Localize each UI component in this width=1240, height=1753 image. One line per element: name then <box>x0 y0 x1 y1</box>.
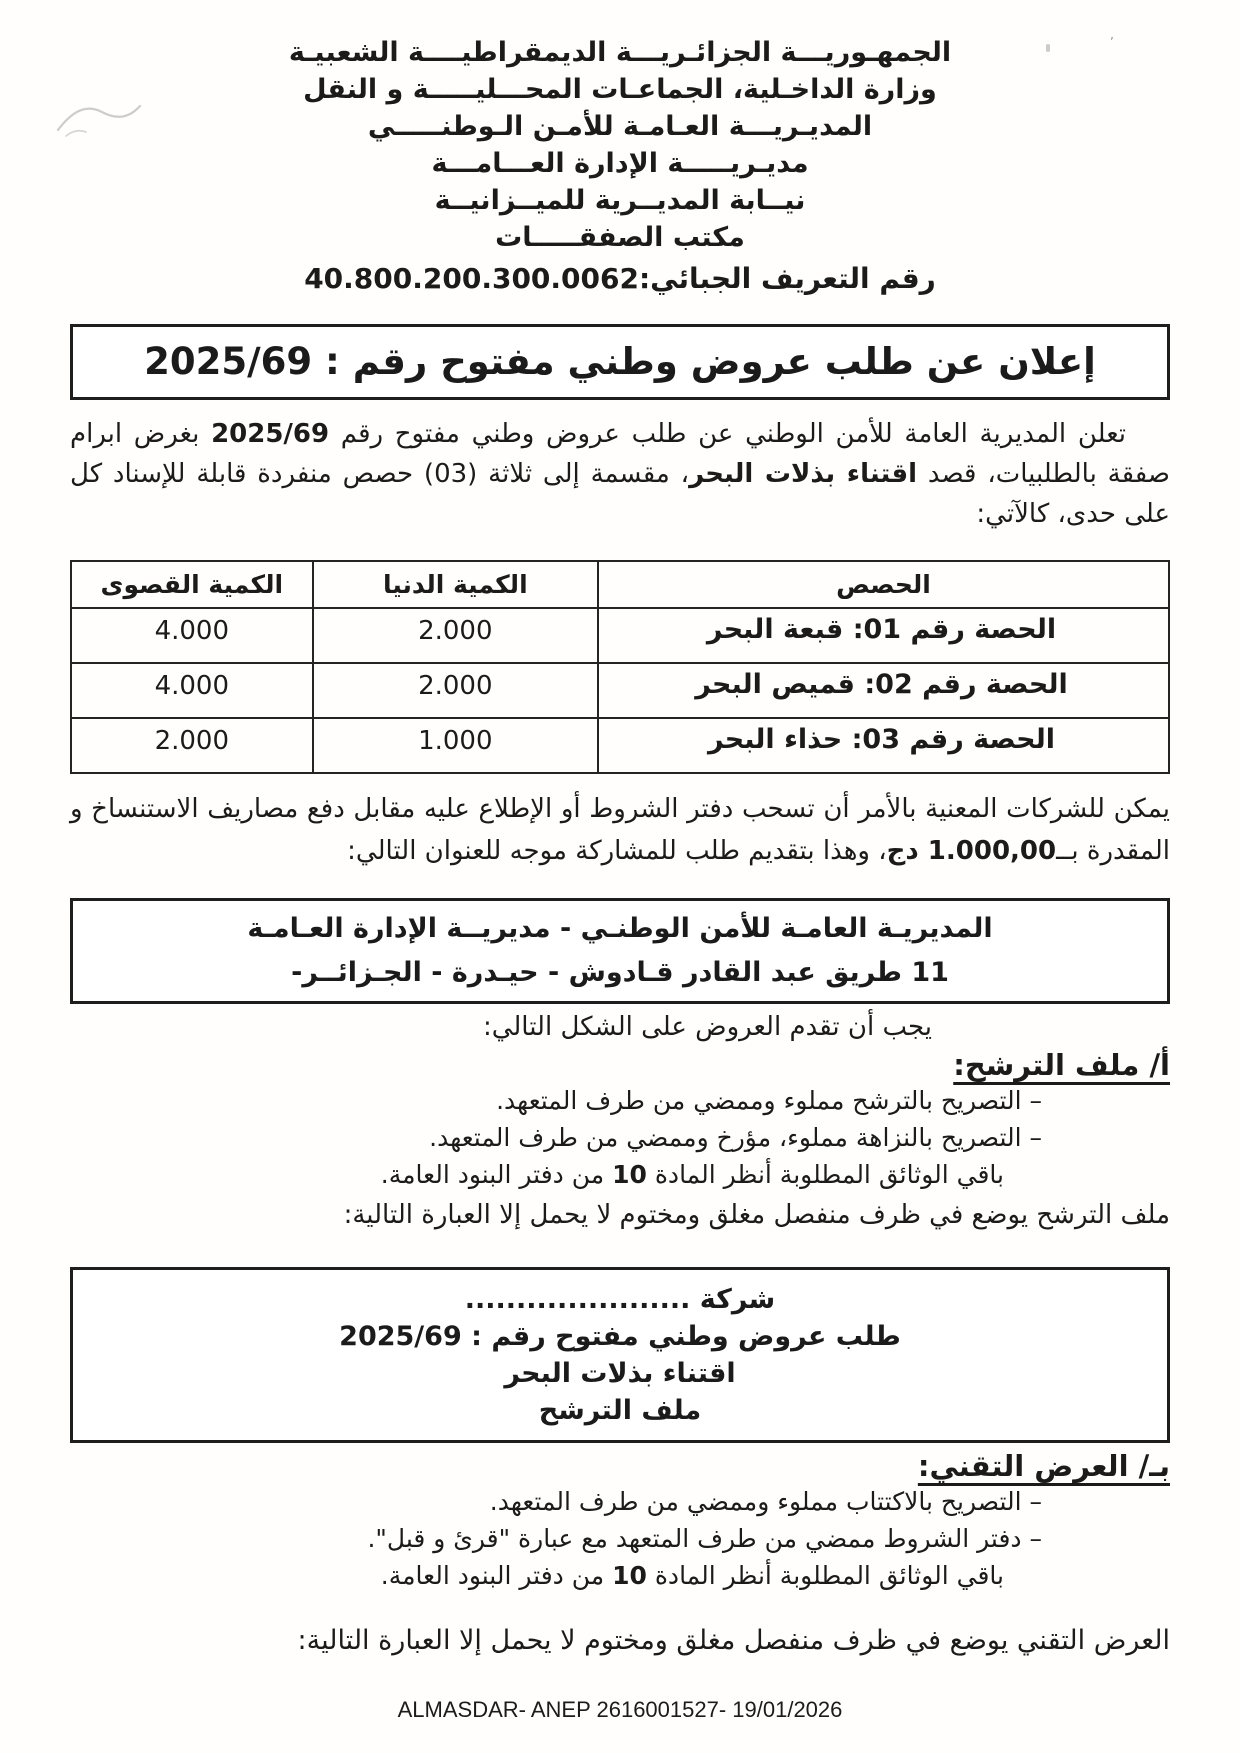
lot-name-cell: الحصة رقم 02: قميص البحر <box>598 663 1169 718</box>
tender-number: 2025/69 <box>211 419 330 449</box>
tender-subject: اقتناء بذلات البحر <box>689 459 918 489</box>
withdrawal-text: يمكن للشركات المعنية بالأمر أن تسحب دفتر الشروط أو الإطلاع عليه مقابل دفع مصاريف الاستنساخ و المقدرة بــ <box>70 794 1170 866</box>
bullet-item: – التصريح بالنزاهة مملوء، مؤرخ وممضي من طرف المتعهد. <box>429 1123 1042 1152</box>
note-text: من دفتر البنود العامة. <box>380 1561 613 1590</box>
pencil-mark-artifact <box>52 88 147 143</box>
header-lots: الحصص <box>598 561 1169 608</box>
letterhead <box>70 34 1170 298</box>
address-line-1: المديريـة العامـة للأمن الوطنـي - مديريــة الإدارة العـامـة <box>247 913 993 944</box>
note-text: من دفتر البنود العامة. <box>380 1160 613 1189</box>
table-row <box>71 718 1169 773</box>
envelope-tender-line: طلب عروض وطني مفتوح رقم : 2025/69 <box>339 1321 901 1352</box>
envelope-subject-line: اقتناء بذلات البحر <box>504 1358 736 1389</box>
footer-publication-line: ALMASDAR- ANEP 2616001527- 19/01/2026 <box>397 1697 843 1722</box>
max-qty-cell: 2.000 <box>71 718 313 773</box>
header-min-qty: الكمية الدنيا <box>313 561 598 608</box>
scan-speck-artifact: ’ <box>1110 35 1114 49</box>
withdrawal-text: ، وهذا بتقديم طلب للمشاركة موجه للعنوان التالي: <box>347 836 887 866</box>
presentation-line: يجب أن تقدم العروض على الشكل التالي: <box>482 1012 932 1042</box>
table-header-row <box>71 561 1169 608</box>
closing-line-a: ملف الترشح يوضع في ظرف منفصل مغلق ومختوم لا يحمل إلا العبارة التالية: <box>343 1200 1170 1230</box>
address-box <box>70 898 1170 1004</box>
section-b-heading: بـ/ العرض التقني: <box>917 1449 1170 1483</box>
envelope-file-line: ملف الترشح <box>538 1395 702 1426</box>
letterhead-office-line: مكتب الصفقـــــات <box>495 222 745 253</box>
tax-id-line: رقم التعريف الجبائي:40.800.200.300.0062 <box>304 262 936 295</box>
min-qty-cell: 2.000 <box>313 608 598 663</box>
letterhead-ministry-line: وزارة الداخـلية، الجماعـات المحـــليـــــة و النقل <box>303 74 937 105</box>
lot-name-cell: الحصة رقم 01: قبعة البحر <box>598 608 1169 663</box>
letterhead-directorate-line: مديـريـــــة الإدارة العـــامـــة <box>431 148 809 179</box>
envelope-company-line: شركة ...................... <box>464 1284 776 1315</box>
bullet-item: – التصريح بالترشح مملوء وممضي من طرف المتعهد. <box>496 1086 1042 1115</box>
table-row <box>71 608 1169 663</box>
lot-name-cell: الحصة رقم 03: حذاء البحر <box>598 718 1169 773</box>
max-qty-cell: 4.000 <box>71 608 313 663</box>
article-number: 10 <box>612 1160 647 1189</box>
scan-speck-artifact <box>1046 44 1050 52</box>
envelope-box <box>70 1267 1170 1443</box>
letterhead-dgsn-line: المديـريـــة العـامـة للأمـن الـوطنـــــي <box>367 111 873 142</box>
min-qty-cell: 2.000 <box>313 663 598 718</box>
min-qty-cell: 1.000 <box>313 718 598 773</box>
address-line-2: 11 طريق عبد القادر قـادوش - حيـدرة - الجـزائــر- <box>291 957 949 988</box>
bullet-item: – التصريح بالاكتتاب مملوء وممضي من طرف المتعهد. <box>489 1487 1042 1516</box>
lots-table <box>70 560 1170 774</box>
tender-title: إعلان عن طلب عروض وطني مفتوح رقم : 2025/69 <box>144 340 1096 383</box>
intro-paragraph <box>70 414 1170 534</box>
intro-text: ، مقسمة إلى ثلاثة (03) حصص منفردة قابلة للإسناد كل على حدى، كالآتي: <box>70 459 1170 529</box>
header-max-qty: الكمية القصوى <box>71 561 313 608</box>
bullet-item: – دفتر الشروط ممضي من طرف المتعهد مع عبارة "قرئ و قبل". <box>367 1524 1042 1553</box>
letterhead-republic-line: الجمهـوريـــة الجزائـريـــة الديمقراطيــــة الشعبيـة <box>288 37 952 68</box>
intro-text: تعلن المديرية العامة للأمن الوطني عن طلب عروض وطني مفتوح رقم <box>329 419 1126 449</box>
table-row <box>71 663 1169 718</box>
section-b-list <box>70 1483 1170 1594</box>
title-box <box>70 324 1170 400</box>
documents-note <box>70 1156 1170 1193</box>
note-text: باقي الوثائق المطلوبة أنظر المادة <box>646 1561 1004 1590</box>
section-a-list <box>70 1082 1170 1193</box>
withdrawal-paragraph <box>70 788 1170 872</box>
max-qty-cell: 4.000 <box>71 663 313 718</box>
fee-amount: 1.000,00 دج <box>886 836 1057 866</box>
documents-note <box>70 1557 1170 1594</box>
note-text: باقي الوثائق المطلوبة أنظر المادة <box>646 1160 1004 1189</box>
closing-line-b: العرض التقني يوضع في ظرف منفصل مغلق ومختوم لا يحمل إلا العبارة التالية: <box>297 1625 1170 1656</box>
letterhead-subdirectorate-line: نيــابة المديــرية للميــزانيــة <box>434 185 806 216</box>
article-number: 10 <box>612 1561 647 1590</box>
section-a-heading: أ/ ملف الترشح: <box>953 1048 1170 1082</box>
intro-text: بغرض ابرام صفقة بالطلبيات، قصد <box>70 419 1170 489</box>
